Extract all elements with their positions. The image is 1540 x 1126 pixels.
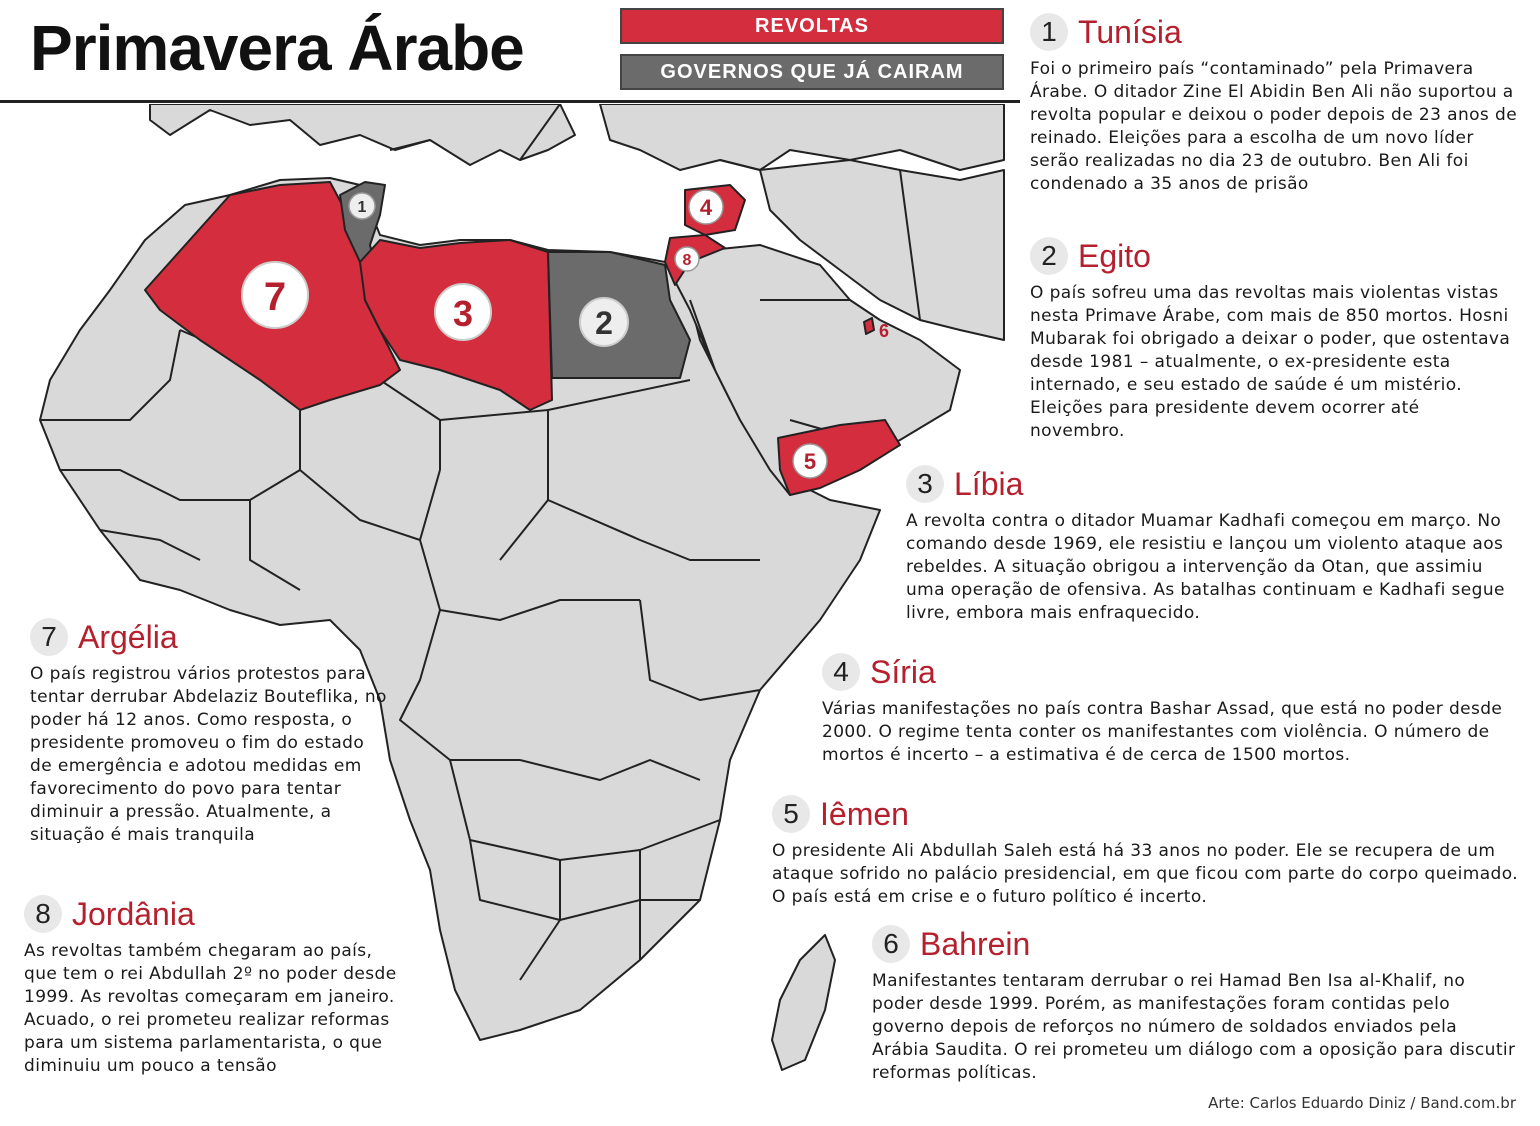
country-name: Egito — [1078, 238, 1151, 274]
credit-line: Arte: Carlos Eduardo Diniz / Band.com.br — [1208, 1094, 1516, 1112]
marker-3: 3 — [452, 293, 474, 334]
number-badge: 3 — [906, 465, 944, 503]
country-text: O país sofreu uma das revoltas mais violentas vistas nesta Primave Árabe, com mais de 850 mortos. Hosni Mubarak foi obrigado a deixar o poder, que ostentava desde 1981 – atualmente, o ex-presidente esta internado, e seu estado de saúde é um mistério. Eleições para presidente devem ocorrer até novembro. — [1030, 283, 1511, 441]
number-badge: 6 — [872, 925, 910, 963]
country-name: Líbia — [954, 466, 1024, 502]
country-text: Manifestantes tentaram derrubar o rei Hamad Ben Isa al-Khalif, no poder desde 1999. Porém, as manifestações foram contidas pelo governo depois de reforços no número de soldados enviados pela Arábia Saudita. O rei prometeu um diálogo com a oposição para discutir reformas políticas. — [872, 971, 1516, 1083]
country-name: Síria — [870, 654, 936, 690]
number-badge: 7 — [30, 618, 68, 656]
country-name: Tunísia — [1078, 14, 1182, 50]
page-title: Primavera Árabe — [30, 12, 524, 84]
block-egito — [1030, 234, 1520, 443]
country-name: Iêmen — [820, 796, 909, 832]
marker-6: 6 — [878, 321, 890, 341]
country-name: Jordânia — [72, 896, 195, 932]
country-name: Argélia — [78, 619, 178, 655]
block-siria — [822, 650, 1520, 767]
number-badge: 8 — [24, 895, 62, 933]
marker-2: 2 — [595, 305, 613, 341]
number-badge: 1 — [1030, 13, 1068, 51]
marker-4: 4 — [699, 195, 713, 220]
number-badge: 5 — [772, 795, 810, 833]
block-tunisia — [1030, 10, 1520, 196]
country-text: O presidente Ali Abdullah Saleh está há 33 anos no poder. Ele se recupera de um ataque sofrido no palácio presidencial, em que ficou com parte do corpo queimado. O país está em crise e o futuro político é incerto. — [772, 841, 1519, 907]
marker-1: 1 — [357, 199, 367, 216]
country-text: O país registrou vários protestos para tentar derrubar Abdelaziz Bouteflika, no poder há 12 anos. Como resposta, o presidente promoveu o fim do estado de emergência e adotou medidas em favorecimento do povo para tentar diminuir a pressão. Atualmente, a situação é mais tranquila — [30, 664, 387, 845]
block-bahrein — [872, 922, 1520, 1085]
number-badge: 2 — [1030, 237, 1068, 275]
legend-revoltas: REVOLTAS — [620, 8, 1004, 44]
marker-7: 7 — [263, 275, 287, 319]
legend-governos: GOVERNOS QUE JÁ CAIRAM — [620, 54, 1004, 90]
title-divider — [0, 100, 1020, 103]
bahrain-region — [864, 318, 874, 334]
block-iemen — [772, 792, 1520, 909]
country-text: As revoltas também chegaram ao país, que tem o rei Abdullah 2º no poder desde 1999. As revoltas começaram em janeiro. Acuado, o rei prometeu realizar reformas para um sistema parlamentarista, o que diminuiu um pouco a tensão — [24, 941, 397, 1076]
marker-8: 8 — [682, 252, 692, 269]
country-text: Foi o primeiro país “contaminado” pela Primavera Árabe. O ditador Zine El Abidin Ben Ali não suportou a revolta popular e deixou o poder depois de 23 anos de reinado. Eleições para a escolha de um novo líder serão realizadas no dia 23 de outubro. Ben Ali foi condenado a 35 anos de prisão — [1030, 59, 1518, 194]
country-name: Bahrein — [920, 926, 1031, 962]
number-badge: 4 — [822, 653, 860, 691]
block-jordania — [24, 892, 404, 1078]
marker-5: 5 — [803, 449, 817, 474]
block-libia — [906, 462, 1520, 625]
country-text: Várias manifestações no país contra Bashar Assad, que está no poder desde 2000. O regime tenta conter os manifestantes com violência. O número de mortos é incerto – a estimativa é de cerca de 1500 mortos. — [822, 699, 1503, 765]
country-text: A revolta contra o ditador Muamar Kadhafi começou em março. No comando desde 1969, ele resistiu e lançou um violento ataque aos rebeldes. A situação obrigou a intervenção da Otan, que assimiu uma operação de ofensiva. As batalhas continuam e Kadhafi segue livre, embora mais enfraquecido. — [906, 511, 1505, 623]
block-argelia — [30, 615, 390, 847]
